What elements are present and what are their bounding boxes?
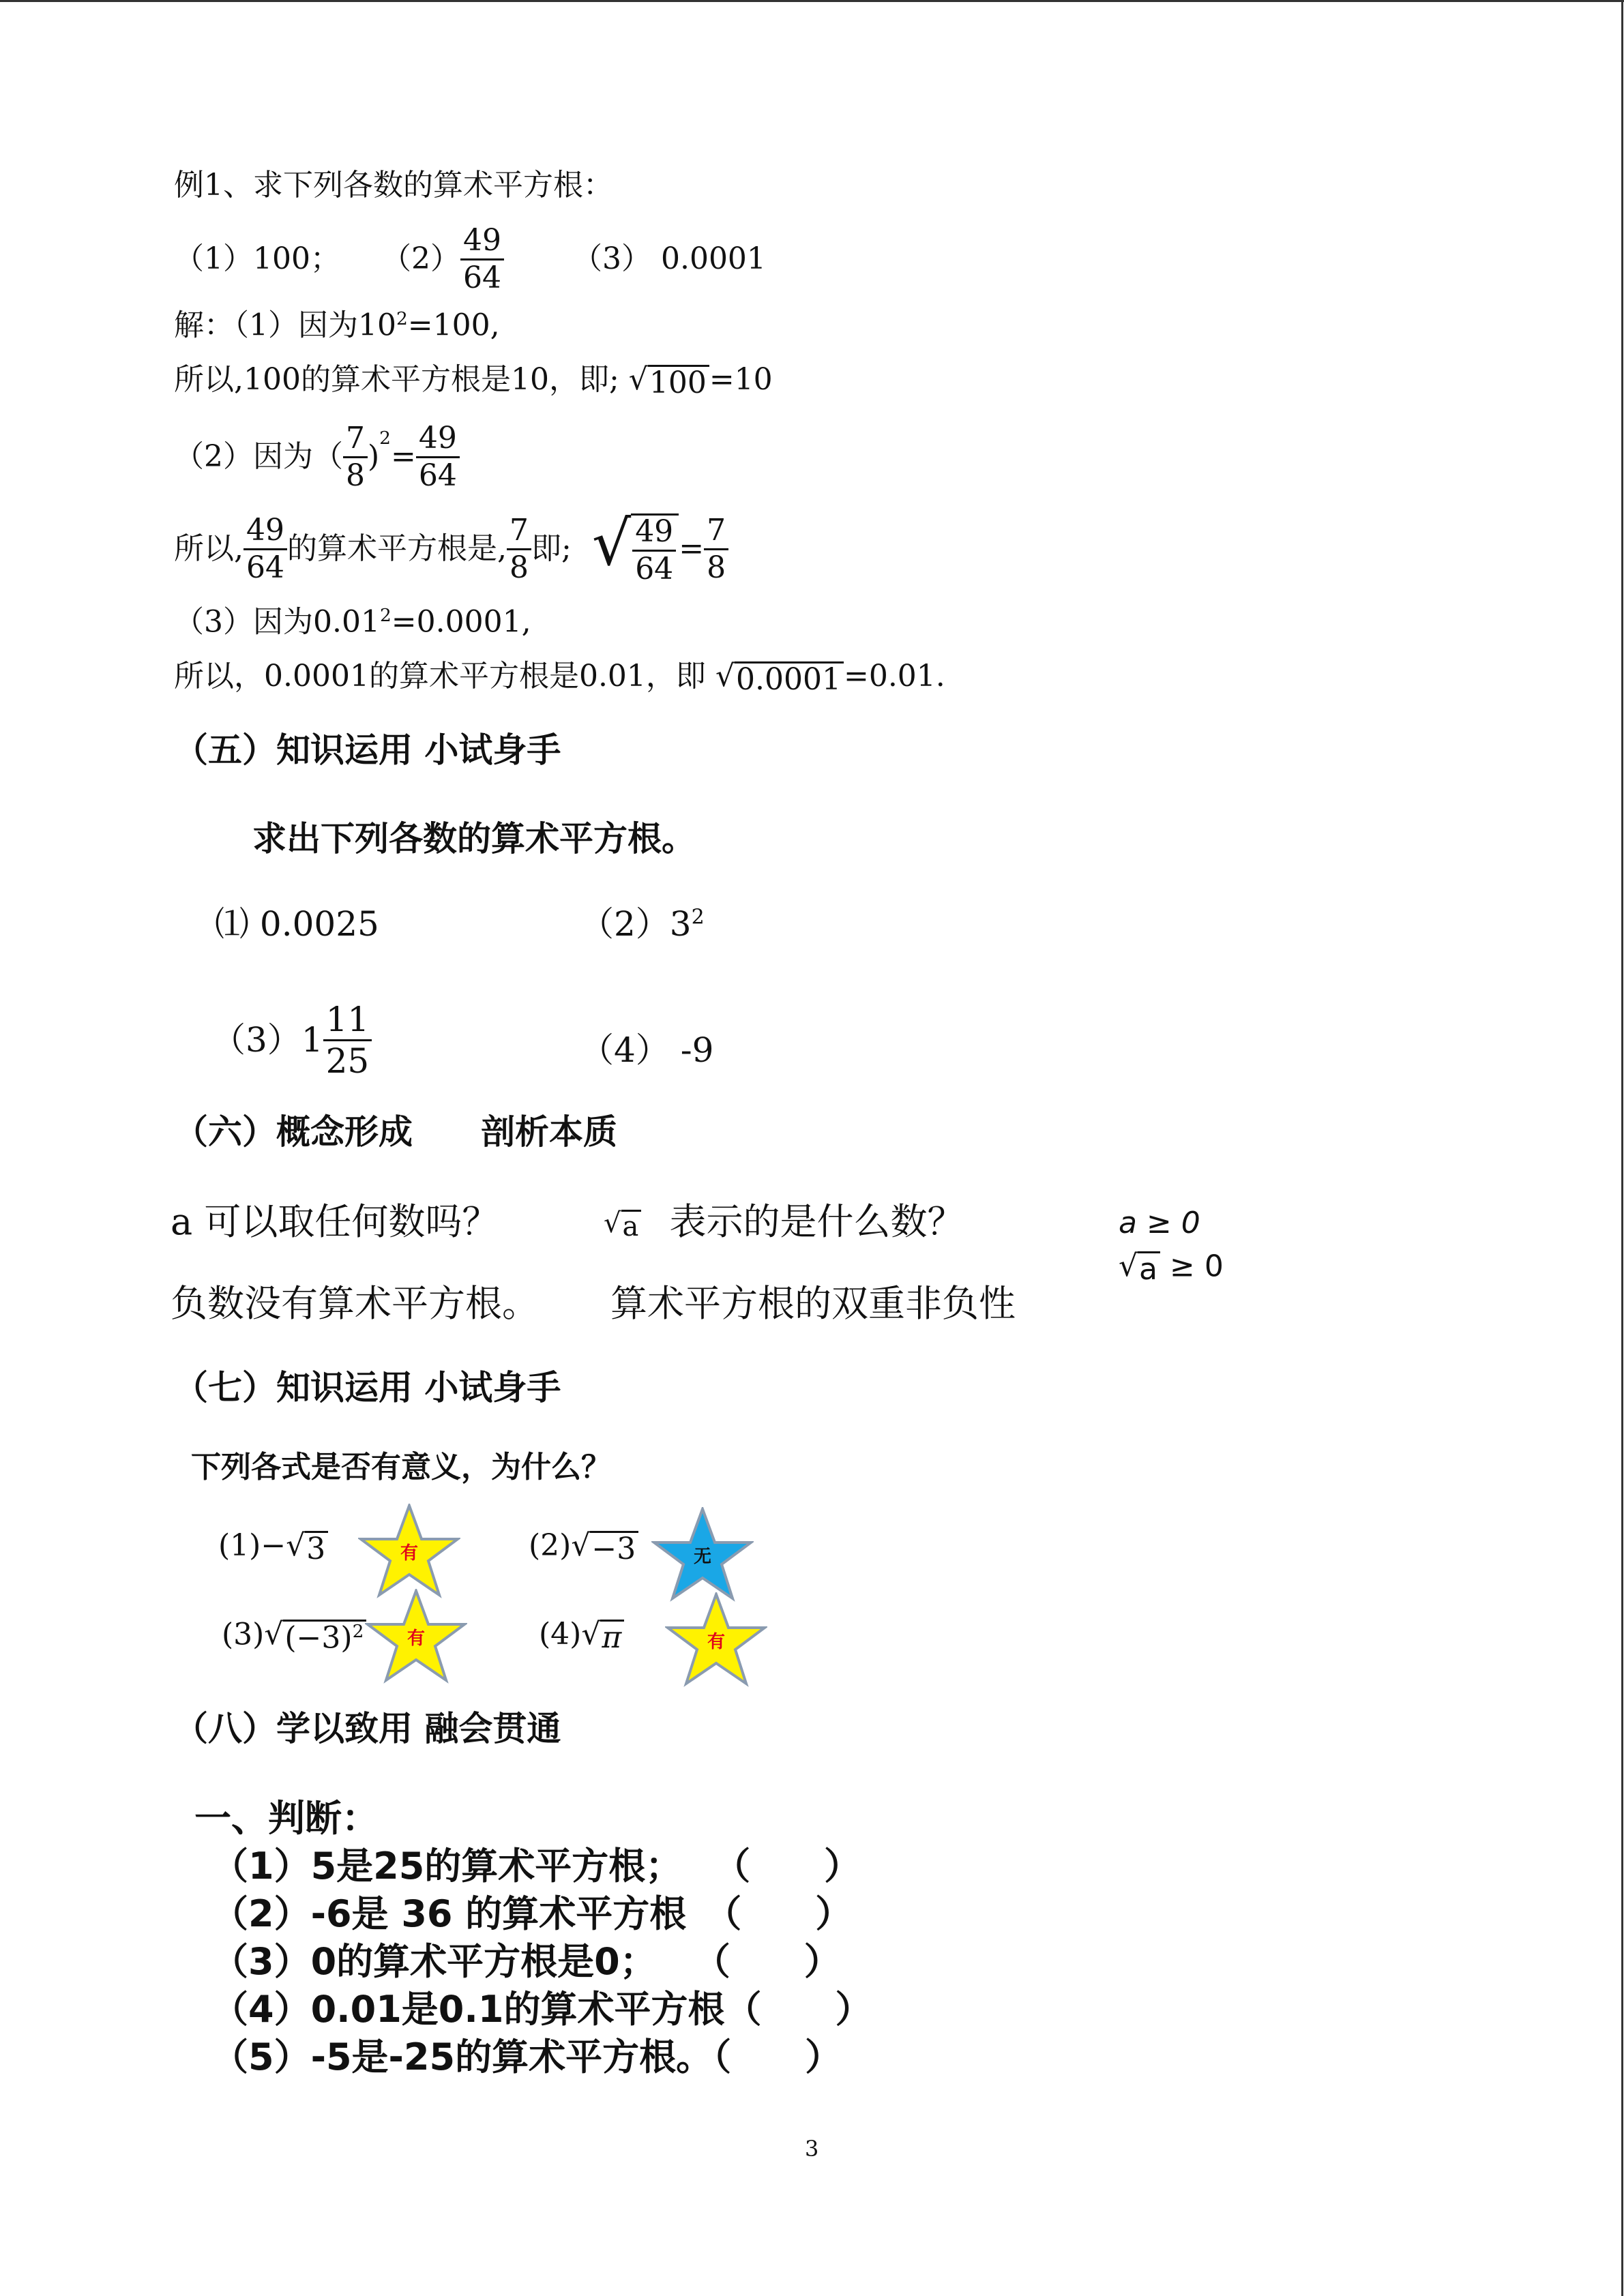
judgement-item-5: （5）-5是-25的算术平方根。（ ） (211, 2036, 842, 2078)
section-8-heading: （八）学以致用 融会贯通 (174, 1709, 561, 1748)
numerator: 49 (460, 226, 504, 260)
fraction-49-64: $\frac{49}{64}$ (243, 516, 287, 583)
page-border-right (1621, 0, 1623, 2296)
section-5-prompt: 求出下列各数的算术平方根。 (252, 819, 696, 859)
denominator: 64 (462, 260, 501, 295)
solution-3-line-b: 所以，0.0001的算术平方根是0.01，即 √ 0.0001 =0.01. (174, 659, 945, 697)
sqrt-0-0001: √ 0.0001 (715, 661, 844, 695)
fraction-49-64: $\frac{49}{64}$ (416, 423, 460, 491)
solution-3-line-a: （3）因为$0.01^2=0.0001$, (174, 604, 531, 640)
page-number: 3 (805, 2136, 819, 2162)
note-sqrt-a-nonnegative: √ a ≥ 0 (1119, 1249, 1224, 1287)
q2-prefix: （2） (381, 241, 460, 276)
star-badge-2 (651, 1507, 754, 1602)
star-badge-3 (365, 1589, 467, 1684)
example-questions (174, 218, 766, 300)
answer-double-nonnegative: 算术平方根的双重非负性 (610, 1282, 1016, 1325)
example-title: 例1、求下列各数的算术平方根： (174, 168, 613, 203)
section-7-heading: （七）知识运用 小试身手 (174, 1368, 561, 1407)
solution-2-line-b: 所以, $\frac{49}{64}$ 的算术平方根是, $\frac{7}{8}$ 即; √ $\frac{49}{64}$ = $\frac{7}{8}$ (174, 505, 728, 593)
solution-1-line-a: 解：（1）因为$10^2=100$, (174, 308, 500, 343)
question-sqrt-a: √ a 表示的是什么数？ (604, 1200, 964, 1243)
solution-2-line-a: （2）因为（ $\frac{7}{8}$ ) 2 = $\frac{49}{64}$ (174, 416, 460, 498)
expression-1: (1)− √ 3 (218, 1531, 328, 1564)
section-6-heading: （六）概念形成 剖析本质 (174, 1112, 617, 1152)
note-a-nonnegative: a ≥ 0 (1119, 1206, 1200, 1240)
star-label: 有 (407, 1628, 425, 1649)
question-a: a 可以取任何数吗？ (171, 1200, 499, 1243)
judgement-item-4: （4）0.01是0.1的算术平方根（ ） (211, 1988, 872, 2031)
solution-1-line-b: 所以,100的算术平方根是10，即; √ 100 =10 (174, 362, 773, 400)
judgement-heading: 一、判断： (194, 1797, 379, 1840)
q1: （1）100； (174, 241, 340, 276)
page-border-top (0, 0, 1624, 2)
judgement-item-1: （1）5是25的算术平方根； （ ） (211, 1845, 861, 1888)
q3: （3） 0.0001 (572, 241, 766, 276)
exercise-5-4: （4） -9 (580, 1030, 714, 1070)
judgement-item-3: （3）0的算术平方根是0； （ ） (211, 1940, 841, 1983)
judgement-item-2: （2）-6是 36 的算术平方根 （ ） (211, 1892, 853, 1935)
answer-negative: 负数没有算术平方根。 (171, 1282, 539, 1325)
star-badge-1 (358, 1504, 460, 1599)
sqrt-100: √ 100 (629, 365, 709, 398)
expression-3: (3) √ $(-3)^2$ (222, 1620, 366, 1654)
expression-2: (2) √ −3 (529, 1531, 638, 1564)
exercise-5-2: $(2)3^2$ (580, 904, 705, 944)
q2-fraction (460, 222, 504, 295)
star-label: 有 (400, 1543, 418, 1564)
exercise-5-1: ⑴ 0.0025 (215, 904, 379, 944)
fraction-7-8: $\frac{7}{8}$ (343, 423, 368, 491)
section-7-prompt: 下列各式是否有意义，为什么？ (191, 1450, 611, 1485)
fraction-7-8: $\frac{7}{8}$ (507, 516, 531, 583)
fraction-11-25: $\frac{11}{25}$ (323, 1002, 372, 1078)
exercise-5-3: （3）1 $\frac{11}{25}$ (211, 992, 372, 1088)
star-label: 有 (707, 1632, 725, 1652)
section-5-heading: （五）知识运用 小试身手 (174, 730, 561, 770)
star-label: 无 (693, 1547, 711, 1567)
star-badge-4 (665, 1592, 767, 1688)
sqrt-fraction: √ $\frac{49}{64}$ (592, 513, 679, 584)
fraction-7-8: $\frac{7}{8}$ (704, 516, 728, 583)
expression-4: (4) √ π (539, 1620, 624, 1653)
